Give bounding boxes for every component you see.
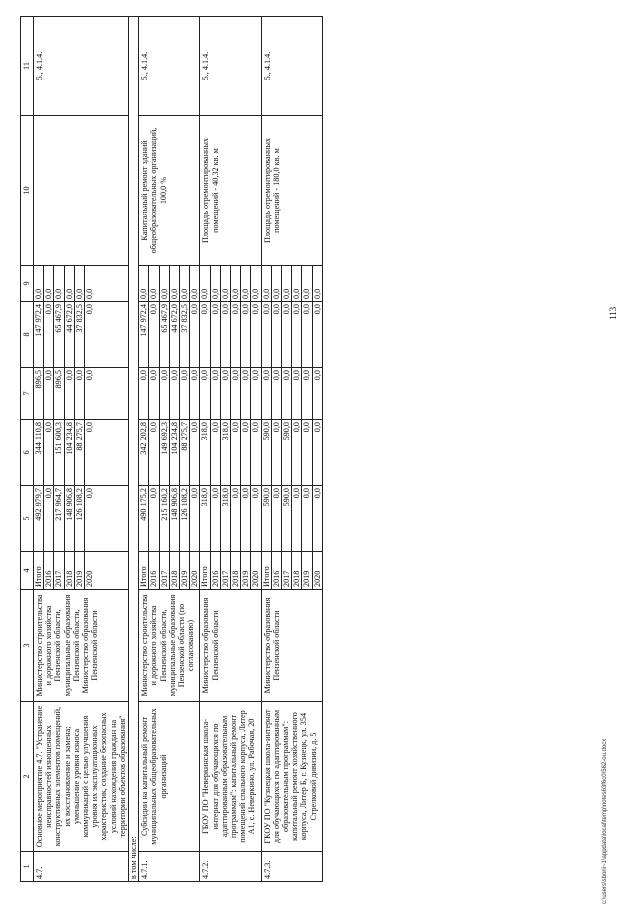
value-cell: 896,5: [54, 368, 64, 419]
c9-column: [34, 266, 129, 302]
executor: Министерство строительства и дорожного хозяйства Пензенской области, муниципальные образования Пензенской области, Министерство образования Пензенской области: [34, 590, 129, 702]
c6-column: [261, 420, 322, 486]
years-column: [200, 552, 261, 590]
value-cell: 0,0: [231, 266, 241, 301]
c7-column: [261, 368, 322, 420]
table-row: [34, 17, 129, 882]
value-cell: 0,0: [262, 266, 272, 301]
year-cell: 2017: [282, 552, 292, 589]
value-cell: 590,0: [262, 420, 272, 485]
year-cell: 2016: [149, 552, 159, 589]
value-cell: 217 964,7: [54, 486, 64, 551]
year-cell: 2020: [312, 570, 322, 587]
header-cell: 5: [21, 486, 34, 552]
value-cell: 0,0: [251, 488, 261, 499]
value-cell: 0,0: [312, 288, 322, 299]
value-cell: 0,0: [159, 266, 169, 301]
value-cell: 104 234,8: [169, 420, 179, 485]
value-cell: 0,0: [149, 266, 159, 301]
value-cell: 344 110,8: [34, 420, 44, 485]
value-cell: 37 832,5: [180, 302, 190, 367]
value-cell: 0,0: [44, 420, 54, 485]
indicator: Площадь отремонтированных помещений - 40,32 кв. м: [200, 116, 261, 266]
year-cell: 2016: [210, 552, 220, 589]
value-cell: 0,0: [302, 302, 312, 367]
value-cell: 0,0: [200, 302, 210, 367]
indicator: Капитальный ремонт зданий общеобразовательных организаций, 100,0 %: [139, 116, 200, 266]
value-cell: 0,0: [64, 368, 74, 419]
value-cell: 0,0: [85, 488, 95, 499]
value-cell: 0,0: [169, 266, 179, 301]
value-cell: 0,0: [302, 486, 312, 551]
value-cell: 0,0: [190, 422, 200, 433]
value-cell: 0,0: [271, 302, 281, 367]
value-cell: 0,0: [292, 302, 302, 367]
c7-column: [200, 368, 261, 420]
page-number: 113: [608, 306, 618, 320]
year-cell: 2018: [231, 552, 241, 589]
value-cell: 0,0: [210, 368, 220, 419]
value-cell: 0,0: [312, 488, 322, 499]
row-number: 4.7.: [34, 852, 129, 882]
header-row: [21, 17, 34, 882]
year-cell: 2017: [54, 552, 64, 589]
row-number: 4.7.3.: [261, 852, 322, 882]
value-cell: 0,0: [200, 266, 210, 301]
value-cell: 0,0: [271, 420, 281, 485]
value-cell: 0,0: [241, 368, 251, 419]
year-cell: Итого: [34, 552, 44, 589]
value-cell: 0,0: [190, 370, 200, 381]
value-cell: 0,0: [159, 368, 169, 419]
header-cell: 3: [21, 590, 34, 702]
c5-column: [34, 486, 129, 552]
value-cell: 149 692,3: [159, 420, 169, 485]
value-cell: 0,0: [271, 368, 281, 419]
row-number: 4.7.1.: [139, 852, 200, 882]
value-cell: 0,0: [241, 302, 251, 367]
section-label: в том числе:: [129, 17, 139, 882]
c5-column: [139, 486, 200, 552]
year-cell: Итого: [262, 552, 272, 589]
value-cell: 0,0: [312, 370, 322, 381]
value-cell: 0,0: [190, 288, 200, 299]
value-cell: 126 108,2: [74, 486, 84, 551]
value-cell: 126 108,2: [180, 486, 190, 551]
c6-column: [34, 420, 129, 486]
measure-name: Основное мероприятие 4.7. "Устранение неисправностей изношенных конструктивных элементов помещений, их восстановление и замена; уменьшение уровня износа коммуникаций с целью улучшения уровня их эксплуатационных характеристик, создание безопасных условий нахождения граждан на территории объектов образования": [34, 702, 129, 852]
header-cell: 8: [21, 302, 34, 368]
value-cell: 0,0: [220, 266, 230, 301]
table-row: [200, 17, 261, 882]
value-cell: 0,0: [210, 420, 220, 485]
value-cell: 896,5: [34, 368, 44, 419]
value-cell: 0,0: [190, 488, 200, 499]
year-cell: 2020: [85, 570, 95, 587]
value-cell: 318,0: [220, 486, 230, 551]
value-cell: 0,0: [312, 304, 322, 315]
value-cell: 104 234,8: [64, 420, 74, 485]
value-cell: 492 979,7: [34, 486, 44, 551]
value-cell: 215 160,2: [159, 486, 169, 551]
value-cell: 0,0: [44, 486, 54, 551]
value-cell: 0,0: [54, 266, 64, 301]
executor: Министерство строительства и дорожного хозяйства Пензенской области, муниципальные образования Пензенской области (по согласованию): [139, 590, 200, 702]
value-cell: 0,0: [292, 420, 302, 485]
value-cell: 0,0: [169, 368, 179, 419]
value-cell: 590,0: [282, 420, 292, 485]
years-column: [34, 552, 129, 590]
value-cell: 0,0: [292, 486, 302, 551]
measure-name: ГКОУ ПО "Кузнецкая школа-интернат для обучающихся по адаптированным образовательным программам": капитальный ремонт хозяйственного корпуса, Литер Б, г. Кузнецк, ул. 354 Стрелковой дивизии, д. 5: [261, 702, 322, 852]
value-cell: 0,0: [302, 368, 312, 419]
value-cell: 0,0: [74, 266, 84, 301]
value-cell: 0,0: [220, 368, 230, 419]
value-cell: 590,0: [262, 486, 272, 551]
section-row: [129, 17, 139, 882]
value-cell: 0,0: [34, 266, 44, 301]
year-cell: 2019: [74, 552, 84, 589]
value-cell: 0,0: [149, 486, 159, 551]
value-cell: 0,0: [302, 266, 312, 301]
value-cell: 88 275,7: [74, 420, 84, 485]
year-cell: 2017: [159, 552, 169, 589]
c9-column: [200, 266, 261, 302]
header-cell: 6: [21, 420, 34, 486]
year-cell: 2018: [64, 552, 74, 589]
value-cell: 0,0: [85, 370, 95, 381]
program-table: [20, 16, 323, 882]
c9-column: [261, 266, 322, 302]
value-cell: 147 972,4: [139, 302, 149, 367]
c9-column: [139, 266, 200, 302]
reference: 5., 4.1.4.: [261, 17, 322, 116]
year-cell: Итого: [200, 552, 210, 589]
c7-column: [34, 368, 129, 420]
value-cell: 0,0: [302, 420, 312, 485]
value-cell: 0,0: [180, 266, 190, 301]
table-row: [261, 17, 322, 882]
year-cell: Итого: [139, 552, 149, 589]
page-number-container: [608, 290, 622, 330]
value-cell: 151 600,3: [54, 420, 64, 485]
value-cell: 0,0: [231, 368, 241, 419]
value-cell: 490 175,2: [139, 486, 149, 551]
value-cell: 0,0: [139, 368, 149, 419]
indicator: Площадь отремонтированных помещений - 180,0 кв. м: [261, 116, 322, 266]
value-cell: 0,0: [85, 288, 95, 299]
value-cell: 0,0: [44, 302, 54, 367]
value-cell: 0,0: [271, 486, 281, 551]
value-cell: 65 467,9: [54, 302, 64, 367]
value-cell: 318,0: [200, 420, 210, 485]
rotated-table-container: [20, 17, 610, 882]
value-cell: 0,0: [262, 368, 272, 419]
value-cell: 0,0: [251, 370, 261, 381]
value-cell: 0,0: [282, 302, 292, 367]
value-cell: 44 672,0: [64, 302, 74, 367]
value-cell: 0,0: [64, 266, 74, 301]
value-cell: 590,0: [282, 486, 292, 551]
value-cell: 148 906,8: [64, 486, 74, 551]
measure-name: ГБОУ ПО "Неверкинская школа-интернат для обучающихся по адаптированным образовательным программам": капитальный ремонт помещений спального корпуса, Литер А1, с. Неверкино, ул. Рабочая, 20: [200, 702, 261, 852]
value-cell: 318,0: [200, 486, 210, 551]
value-cell: 0,0: [271, 266, 281, 301]
value-cell: 0,0: [231, 486, 241, 551]
value-cell: 0,0: [241, 420, 251, 485]
value-cell: 0,0: [251, 422, 261, 433]
header-cell: 1: [21, 852, 34, 882]
reference: 5., 4.1.4.: [200, 17, 261, 116]
header-cell: 2: [21, 702, 34, 852]
c8-column: [34, 302, 129, 368]
value-cell: 0,0: [149, 368, 159, 419]
years-column: [139, 552, 200, 590]
year-cell: 2019: [180, 552, 190, 589]
value-cell: 37 832,5: [74, 302, 84, 367]
year-cell: 2019: [302, 552, 312, 589]
row-number: 4.7.2.: [200, 852, 261, 882]
header-cell: 10: [21, 116, 34, 266]
value-cell: 0,0: [210, 486, 220, 551]
value-cell: 0,0: [44, 368, 54, 419]
value-cell: 0,0: [231, 420, 241, 485]
value-cell: 342 202,8: [139, 420, 149, 485]
value-cell: 0,0: [231, 302, 241, 367]
year-cell: 2018: [292, 552, 302, 589]
header-cell: 4: [21, 552, 34, 590]
executor: Министерство образования Пензенской области: [261, 590, 322, 702]
value-cell: 148 906,8: [169, 486, 179, 551]
value-cell: 44 672,0: [169, 302, 179, 367]
value-cell: 0,0: [251, 288, 261, 299]
value-cell: 0,0: [85, 304, 95, 315]
reference: 5., 4.1.4.: [34, 17, 129, 116]
c6-column: [139, 420, 200, 486]
value-cell: 0,0: [149, 302, 159, 367]
measure-name: Субсидии на капитальный ремонт муниципальных общеобразовательных организаций: [139, 702, 200, 852]
value-cell: 0,0: [241, 266, 251, 301]
executor: Министерство образования Пензенской области: [200, 590, 261, 702]
value-cell: 0,0: [292, 368, 302, 419]
value-cell: 0,0: [262, 302, 272, 367]
years-column: [261, 552, 322, 590]
value-cell: 65 467,9: [159, 302, 169, 367]
indicator: [34, 116, 129, 266]
c6-column: [200, 420, 261, 486]
value-cell: 88 275,7: [180, 420, 190, 485]
c8-column: [139, 302, 200, 368]
value-cell: 0,0: [85, 422, 95, 433]
c8-column: [261, 302, 322, 368]
value-cell: 318,0: [220, 420, 230, 485]
header-cell: 9: [21, 266, 34, 302]
value-cell: 0,0: [190, 304, 200, 315]
value-cell: 0,0: [241, 486, 251, 551]
value-cell: 0,0: [210, 266, 220, 301]
value-cell: 147 972,4: [34, 302, 44, 367]
value-cell: 0,0: [139, 266, 149, 301]
reference: 5., 4.1.4.: [139, 17, 200, 116]
table-row: [139, 17, 200, 882]
value-cell: 0,0: [312, 422, 322, 433]
value-cell: 0,0: [282, 368, 292, 419]
value-cell: 0,0: [210, 302, 220, 367]
c7-column: [139, 368, 200, 420]
year-cell: 2019: [241, 552, 251, 589]
value-cell: 0,0: [282, 266, 292, 301]
value-cell: 0,0: [251, 304, 261, 315]
year-cell: 2018: [169, 552, 179, 589]
header-cell: 7: [21, 368, 34, 420]
value-cell: 0,0: [180, 368, 190, 419]
c8-column: [200, 302, 261, 368]
header-cell: 11: [21, 17, 34, 116]
year-cell: 2017: [220, 552, 230, 589]
value-cell: 0,0: [74, 368, 84, 419]
value-cell: 0,0: [200, 368, 210, 419]
value-cell: 0,0: [292, 266, 302, 301]
value-cell: 0,0: [149, 420, 159, 485]
footer-path: c:\users\sborii~1\appdata\local\temp\notes63f6c0\562-ou.docx: [602, 738, 608, 904]
year-cell: 2020: [190, 570, 200, 587]
c5-column: [261, 486, 322, 552]
year-cell: 2020: [251, 570, 261, 587]
value-cell: 0,0: [44, 266, 54, 301]
year-cell: 2016: [271, 552, 281, 589]
value-cell: 0,0: [220, 302, 230, 367]
c5-column: [200, 486, 261, 552]
year-cell: 2016: [44, 552, 54, 589]
